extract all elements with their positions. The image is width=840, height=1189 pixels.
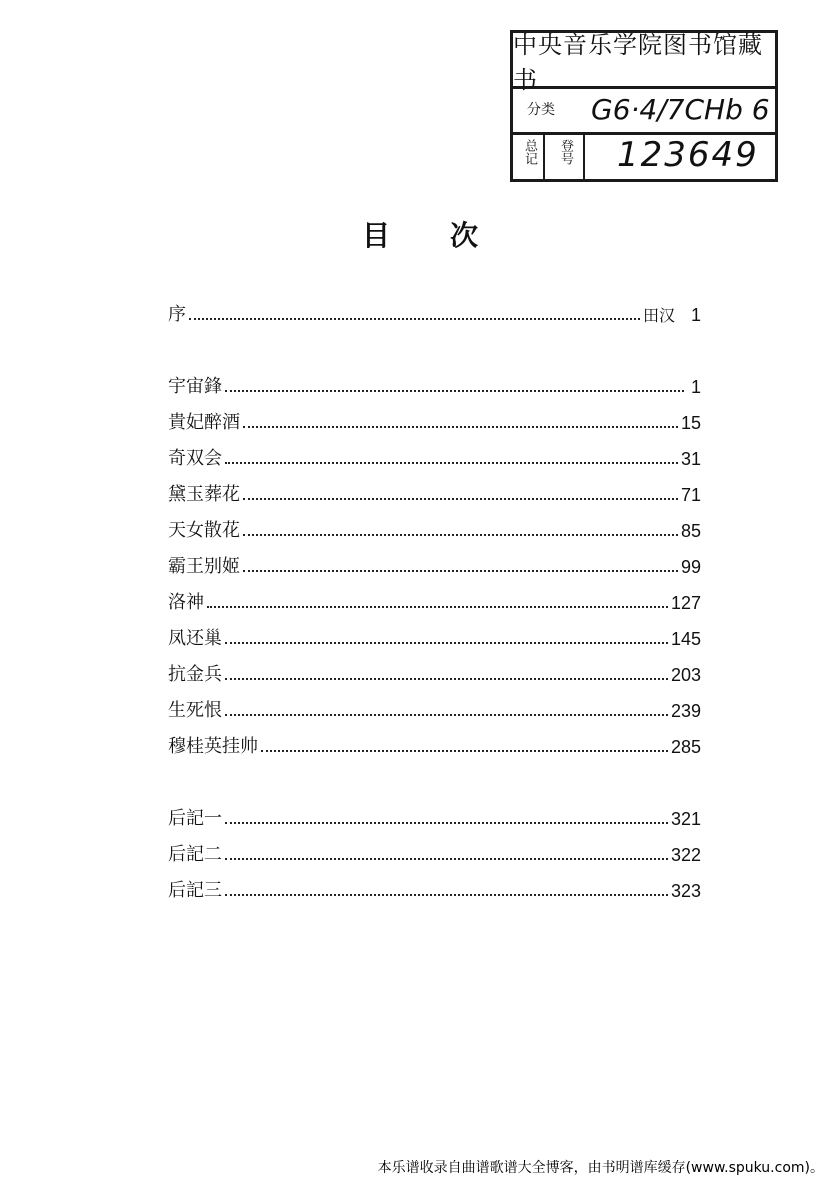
toc-entry-author: 田汉	[642, 306, 675, 325]
toc-entry[interactable]	[168, 542, 701, 578]
toc-entry-page: 1	[690, 377, 701, 397]
toc-entry-page: 285	[670, 737, 701, 757]
toc-entry-page: 203	[670, 665, 701, 685]
dot-leader	[225, 390, 684, 392]
toc-entry-name: 抗金兵	[168, 664, 222, 685]
dot-leader	[225, 894, 668, 896]
toc-entry-name: 霸王别姬	[168, 556, 240, 577]
toc-entry-page: 31	[680, 449, 701, 469]
table-of-contents	[168, 290, 701, 902]
toc-entry-name: 后記二	[168, 844, 222, 865]
dot-leader	[207, 606, 668, 608]
dot-leader	[225, 678, 668, 680]
dot-leader	[243, 534, 678, 536]
toc-entry[interactable]	[168, 866, 701, 902]
source-footer: 本乐谱收录自曲谱歌谱大全博客，由书明谱库缓存(www.spuku.com)。	[377, 1160, 824, 1176]
toc-entry-name: 后記一	[168, 808, 222, 829]
toc-entry[interactable]	[168, 686, 701, 722]
stamp-class-number: G6·4/7CHb 6	[591, 93, 770, 126]
toc-entry[interactable]	[168, 506, 701, 542]
afterword-list	[168, 794, 701, 902]
toc-entry[interactable]	[168, 650, 701, 686]
stamp-class-row	[513, 89, 775, 135]
plays-list	[168, 362, 701, 758]
stamp-reg-cell	[545, 135, 585, 179]
toc-entry-name: 序	[168, 304, 186, 325]
toc-entry-name: 黛玉葬花	[168, 484, 240, 505]
dot-leader	[225, 858, 668, 860]
toc-entry[interactable]	[168, 614, 701, 650]
toc-entry[interactable]	[168, 830, 701, 866]
toc-entry-page: 321	[670, 809, 701, 829]
toc-entry[interactable]	[168, 722, 701, 758]
toc-entry-page: 323	[670, 881, 701, 901]
stamp-total-cell	[513, 135, 545, 179]
dot-leader	[243, 498, 678, 500]
toc-entry-page: 127	[670, 593, 701, 613]
toc-entry-name: 生死恨	[168, 700, 222, 721]
toc-entry-name: 穆桂英挂帅	[168, 736, 258, 757]
page-title: 目次	[361, 219, 538, 252]
toc-entry-name: 奇双会	[168, 448, 222, 469]
dot-leader	[243, 570, 678, 572]
toc-entry[interactable]	[168, 398, 701, 434]
dot-leader	[189, 318, 640, 320]
toc-entry-name: 后記三	[168, 880, 222, 901]
stamp-accession-row	[513, 135, 775, 179]
toc-entry-page: 71	[680, 485, 701, 505]
dot-leader	[225, 822, 668, 824]
dot-leader	[225, 462, 678, 464]
dot-leader	[243, 426, 678, 428]
toc-entry-name: 宇宙鋒	[168, 376, 222, 397]
toc-entry[interactable]	[168, 434, 701, 470]
toc-entry-preface[interactable]	[168, 290, 701, 326]
library-stamp	[510, 30, 778, 182]
stamp-total-label: 总记	[522, 139, 537, 165]
dot-leader	[225, 714, 668, 716]
dot-leader	[225, 642, 668, 644]
toc-entry-page: 145	[670, 629, 701, 649]
toc-entry-page: 15	[680, 413, 701, 433]
toc-entry[interactable]	[168, 362, 701, 398]
stamp-accession-number: 123649	[617, 135, 759, 175]
toc-entry-name: 天女散花	[168, 520, 240, 541]
stamp-reg-label: 登号	[558, 139, 573, 165]
stamp-class-label: 分类	[527, 102, 555, 118]
section-gap	[168, 326, 701, 362]
toc-entry-page: 85	[680, 521, 701, 541]
toc-entry-name: 貴妃醉酒	[168, 412, 240, 433]
toc-entry[interactable]	[168, 794, 701, 830]
toc-entry[interactable]	[168, 470, 701, 506]
toc-entry-page: 322	[670, 845, 701, 865]
toc-entry-name: 凤还巢	[168, 628, 222, 649]
toc-entry-name: 洛神	[168, 592, 204, 613]
dot-leader	[261, 750, 668, 752]
toc-entry[interactable]	[168, 578, 701, 614]
section-gap	[168, 758, 701, 794]
toc-entry-page: 99	[680, 557, 701, 577]
stamp-library-name: 中央音乐学院图书馆藏书	[513, 33, 775, 89]
toc-entry-page: 1	[690, 305, 701, 325]
toc-entry-page: 239	[670, 701, 701, 721]
